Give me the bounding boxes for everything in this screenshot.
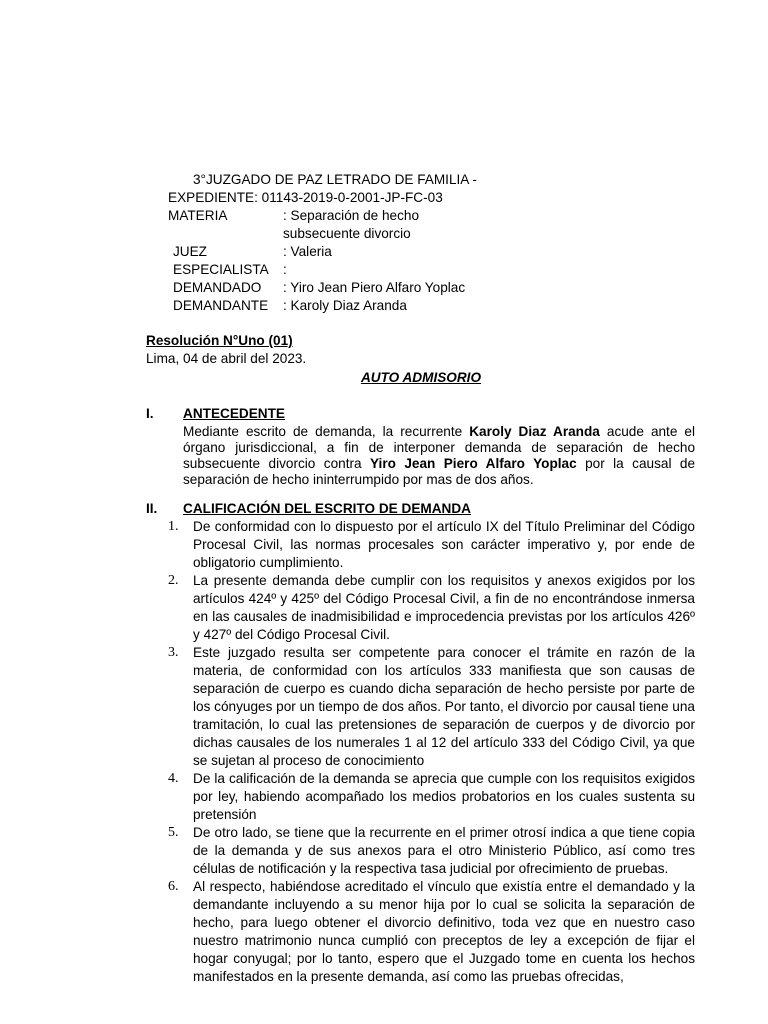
list-text: Al respecto, habiéndose acreditado el vínculo que existía entre el demandado y la demandante incluyendo a su menor hija por lo cual se solicita la separación de hecho, para luego obtener el divorcio definitivo, toda vez que en nuestro caso nuestro matrimonio nunca cumplió con preceptos de ley a excepción de fijar el hogar conyugal; por lo tanto, espero que el Juzgado tome en cuenta los hechos manifestados en la presente demanda, así como las pruebas ofrecidas, — [193, 879, 695, 984]
field-value: : — [283, 262, 287, 277]
field-label: ESPECIALISTA — [173, 262, 269, 277]
section-title: ANTECEDENTE — [183, 406, 285, 421]
text: por la causal de separación de hecho ininterrumpido por mas de dos años. — [183, 456, 696, 487]
list-text: De la calificación de la demanda se aprecia que cumple con los requisitos exigidos por ley, habiendo acompañado los medios probatorios en los cuales sustenta su pretensión — [193, 771, 695, 822]
field-label: DEMANDADO — [173, 280, 262, 295]
list-text: De conformidad con lo dispuesto por el artículo IX del Título Preliminar del Código Procesal Civil, las normas procesales son carácter imperativo y, por ende de obligatorio cumplimiento. — [193, 519, 695, 570]
list-text: De otro lado, se tiene que la recurrente en el primer otrosí indica a que tiene copia de la demanda y de sus anexos para el otro Ministerio Público, así como tres células de notificación y la respectiva tasa judicial por ofrecimiento de pruebas. — [193, 825, 695, 876]
field-label: MATERIA — [168, 208, 228, 223]
numbered-list — [160, 518, 695, 986]
field-value: : Karoly Diaz Aranda — [283, 298, 407, 313]
list-number: 3. — [168, 645, 179, 660]
field-label: DEMANDANTE — [173, 298, 269, 313]
list-item — [160, 644, 695, 770]
field-value: : Valeria — [283, 244, 332, 259]
field-value: subsecuente divorcio — [283, 226, 411, 241]
list-text: Este juzgado resulta ser competente para conocer el trámite en razón de la materia, de conformidad con los artículos 333 manifiesta que son causas de separación de cuerpo es cuando dicha separación de hecho persiste por parte de los cónyuges por un tiempo de dos años. Por tanto, el divorcio por causal tiene una tramitación, lo cual las pretensiones de separación de cuerpos y de divorcio por dichas causales de los numerales 1 al 12 del artículo 333 del Código Civil, ya que se sujetan al proceso de conocimiento — [193, 645, 695, 768]
list-item — [160, 572, 695, 644]
field-label: JUEZ — [173, 244, 207, 259]
resolution-title: Resolución N°Uno (01) — [146, 333, 293, 348]
list-number: 2. — [168, 573, 179, 588]
text: acude ante el órgano jurisdiccional, a fin de interponer demanda de separación de hecho subsecuente divorcio contra — [183, 424, 695, 471]
section-number: II. — [146, 501, 158, 516]
field-value: : Separación de hecho — [283, 208, 420, 223]
list-item — [160, 518, 695, 572]
court-name: 3°JUZGADO DE PAZ LETRADO DE FAMILIA - — [193, 172, 477, 187]
field-value: : Yiro Jean Piero Alfaro Yoplac — [283, 280, 466, 295]
section-title: CALIFICACIÓN DEL ESCRITO DE DEMANDA — [183, 501, 471, 516]
list-number: 6. — [168, 879, 179, 894]
list-item — [160, 824, 695, 878]
plaintiff-name: Karoly Diaz Aranda — [469, 424, 600, 439]
list-item — [160, 770, 695, 824]
defendant-name: Yiro Jean Piero Alfaro Yoplac — [369, 456, 577, 471]
auto-title: AUTO ADMISORIO — [360, 370, 482, 385]
list-text: La presente demanda debe cumplir con los requisitos y anexos exigidos por los artículos 424º y 425º del Código Procesal Civil, a fin de no encontrándose inmersa en las causales de inadmisibilidad e improcedencia previstas por los artículos 426º y 427º del Código Procesal Civil. — [193, 573, 695, 642]
antecedente-paragraph — [183, 424, 695, 488]
section-number: I. — [146, 406, 154, 421]
list-number: 4. — [168, 771, 179, 786]
list-number: 1. — [168, 519, 179, 534]
resolution-date: Lima, 04 de abril del 2023. — [146, 351, 307, 366]
list-item — [160, 878, 695, 986]
expediente: EXPEDIENTE: 01143-2019-0-2001-JP-FC-03 — [168, 190, 443, 205]
text: Mediante escrito de demanda, la recurrente — [183, 424, 470, 439]
list-number: 5. — [168, 825, 179, 840]
